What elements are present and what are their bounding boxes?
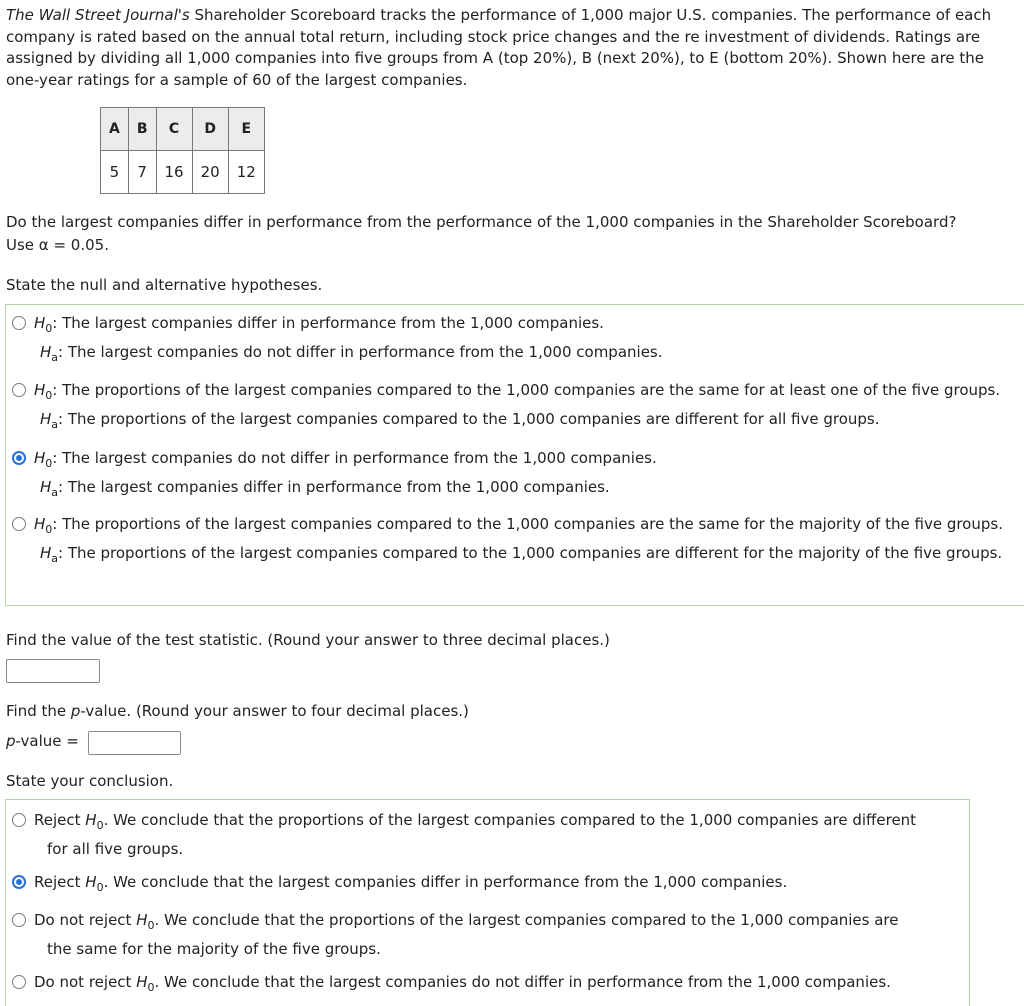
null-symbol: $H_0$ [34, 381, 53, 402]
conclusion-lead: Do not reject [34, 973, 137, 991]
question-line: Do the largest companies differ in performance from the performance of the 1,000 companies in the Shareholder Scoreboard? [6, 213, 957, 231]
test-statistic-input[interactable] [6, 659, 100, 683]
rating-value-a: 5 [101, 151, 129, 194]
radio-selected-icon[interactable] [12, 875, 26, 889]
null-symbol: $H_0$ [85, 873, 104, 894]
null-symbol: $H_0$ [34, 314, 53, 335]
rating-header-a: A [101, 108, 129, 151]
alt-hypothesis-text: : The proportions of the largest companies compared to the 1,000 companies are different for the majority of the five groups. [58, 544, 1003, 562]
problem-intro [6, 5, 1011, 91]
conclusion-lead: Reject [34, 811, 86, 829]
rating-value-e: 12 [228, 151, 264, 194]
question-text [6, 211, 1016, 257]
conclusion-lead: Reject [34, 873, 86, 891]
ratings-header-row [101, 108, 265, 151]
null-hypothesis-text: : The proportions of the largest companies compared to the 1,000 companies are the same for at least one of the five groups. [52, 381, 1001, 399]
alt-symbol: $H_a$ [40, 410, 59, 431]
rating-value-b: 7 [128, 151, 156, 194]
radio-icon[interactable] [12, 383, 26, 397]
alt-hypothesis-text: : The largest companies do not differ in performance from the 1,000 companies. [58, 343, 663, 361]
rating-value-d: 20 [192, 151, 228, 194]
conclusion-continuation: the same for the majority of the five groups. [47, 940, 381, 958]
radio-icon[interactable] [12, 316, 26, 330]
null-symbol: $H_0$ [136, 973, 155, 994]
alpha-prefix: Use [6, 236, 39, 254]
conclusion-option-3[interactable] [12, 906, 899, 964]
radio-icon[interactable] [12, 913, 26, 927]
ratings-value-row [101, 151, 265, 194]
hypothesis-option-1[interactable] [12, 309, 663, 367]
alpha-line [6, 234, 1016, 257]
alt-hypothesis-text: : The proportions of the largest companies compared to the 1,000 companies are different for all five groups. [58, 410, 880, 428]
conclusion-continuation: for all five groups. [47, 840, 184, 858]
test-statistic-prompt: Find the value of the test statistic. (Round your answer to three decimal places.) [6, 631, 610, 649]
conclusion-text: . We conclude that the proportions of the largest companies compared to the 1,000 companies are different [103, 811, 917, 829]
null-symbol: $H_0$ [34, 515, 53, 536]
rating-header-b: B [128, 108, 156, 151]
null-symbol: $H_0$ [85, 811, 104, 832]
radio-icon[interactable] [12, 517, 26, 531]
hypothesis-option-2[interactable] [12, 376, 1000, 434]
alt-hypothesis-text: : The largest companies differ in performance from the 1,000 companies. [58, 478, 610, 496]
rating-header-e: E [228, 108, 264, 151]
radio-selected-icon[interactable] [12, 451, 26, 465]
alt-symbol: $H_a$ [40, 544, 59, 565]
conclusion-option-2[interactable] [12, 868, 787, 897]
rating-header-d: D [192, 108, 228, 151]
p-value-input[interactable] [88, 731, 181, 755]
hypothesis-option-3[interactable] [12, 444, 657, 502]
alt-symbol: $H_a$ [40, 478, 59, 499]
conclusion-lead: Do not reject [34, 911, 137, 929]
conclusion-option-4[interactable] [12, 968, 891, 997]
null-symbol: $H_0$ [34, 449, 53, 470]
null-symbol: $H_0$ [136, 911, 155, 932]
journal-name: The Wall Street Journal's [6, 6, 190, 24]
null-hypothesis-text: : The largest companies do not differ in performance from the 1,000 companies. [52, 449, 657, 467]
alpha-value: α = 0.05. [38, 236, 109, 254]
intro-text: Shareholder Scoreboard tracks the performance of 1,000 major U.S. companies. The performance of each company is rated based on the annual total return, including stock price changes and the re investment of dividends. Ratings are assigned by dividing all 1,000 companies into five groups from A (top 20%), B (next 20%), to E (bottom 20%). Shown here are the one-year ratings for a sample of 60 of the largest companies. [6, 6, 992, 89]
p-value-prompt: Find the p-value. (Round your answer to four decimal places.) [6, 702, 469, 720]
p-value-label: p-value = [6, 732, 79, 750]
rating-header-c: C [156, 108, 192, 151]
conclusion-option-1[interactable] [12, 806, 916, 864]
hypotheses-panel [5, 304, 1024, 606]
hypotheses-prompt: State the null and alternative hypotheses. [6, 276, 323, 294]
ratings-table [100, 107, 265, 194]
null-hypothesis-text: : The proportions of the largest companies compared to the 1,000 companies are the same for the majority of the five groups. [52, 515, 1003, 533]
conclusion-prompt: State your conclusion. [6, 772, 174, 790]
conclusion-text: . We conclude that the largest companies do not differ in performance from the 1,000 companies. [154, 973, 891, 991]
conclusion-text: . We conclude that the largest companies differ in performance from the 1,000 companies. [103, 873, 788, 891]
null-hypothesis-text: : The largest companies differ in performance from the 1,000 companies. [52, 314, 604, 332]
hypothesis-option-4[interactable] [12, 510, 1003, 568]
rating-value-c: 16 [156, 151, 192, 194]
conclusion-text: . We conclude that the proportions of the largest companies compared to the 1,000 companies are [154, 911, 899, 929]
alt-symbol: $H_a$ [40, 343, 59, 364]
conclusion-panel [5, 799, 970, 1006]
radio-icon[interactable] [12, 975, 26, 989]
radio-icon[interactable] [12, 813, 26, 827]
